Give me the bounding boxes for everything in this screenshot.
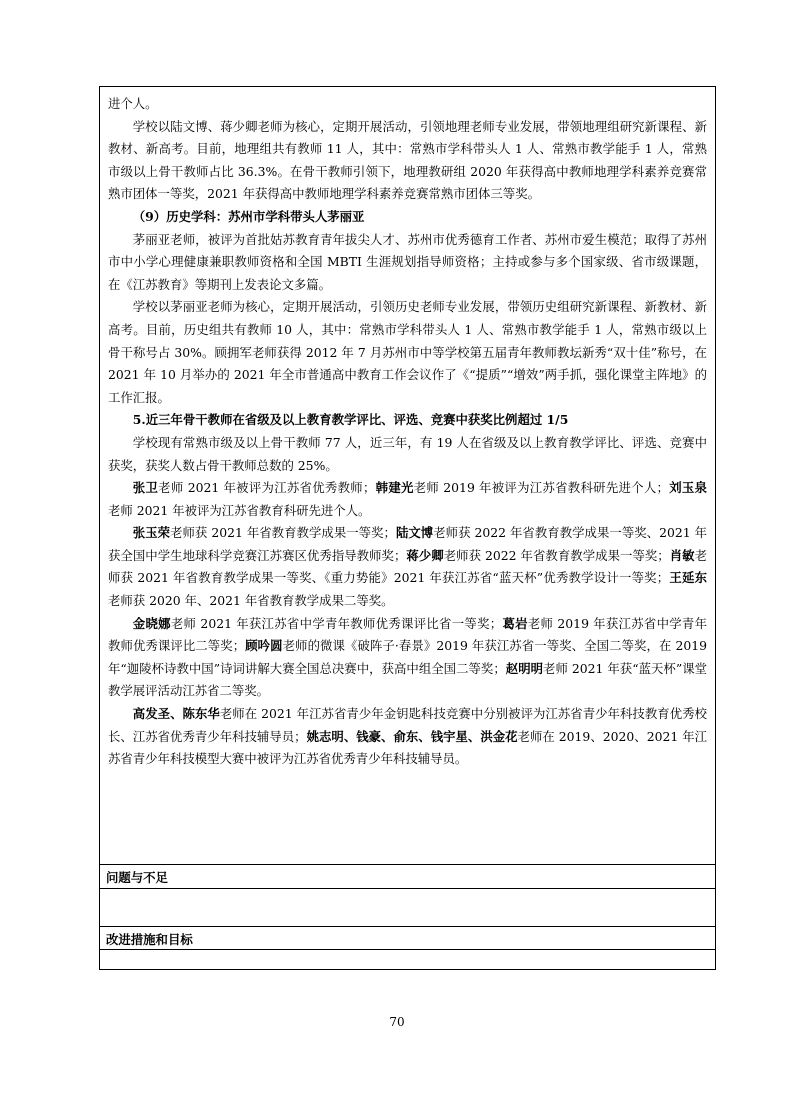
teacher-name: 赵明明 (505, 660, 544, 676)
heading-history: （9）历史学科：苏州市学科带头人茅丽亚 (132, 208, 365, 224)
paragraph-awards-honors: 张卫老师 2021 年被评为江苏省优秀教师；韩建光老师 2019 年被评为江苏省教科研先进个人；刘玉泉老师 2021 年被评为江苏省教育科研先进个人。 (108, 480, 707, 518)
teacher-name: 姚志明、钱豪、俞东、钱宇星、洪金花 (306, 728, 518, 744)
teacher-name: 金晓娜 (132, 615, 171, 631)
paragraph-awards-science: 高发圣、陈东华老师在 2021 年江苏省青少年金钥匙科技竞赛中分别被评为江苏省青少年科技教育优秀校长、江苏省优秀青少年科技辅导员；姚志明、钱豪、俞东、钱宇星、洪金花老师在 2019、2020、2021 年江苏省青少年科技模型大赛中被评为江苏省优秀青少年科技辅导员。 (108, 706, 708, 767)
problems-label: 问题与不足 (100, 865, 715, 889)
teacher-name: 高发圣、陈东华 (132, 706, 220, 722)
paragraph-history-group: 学校以茅丽亚老师为核心，定期开展活动，引领历史老师专业发展，带领历史组研究新课程、新教材、新高考。目前，历史组共有教师 10 人，其中：常熟市学科带头人 1 人、常熟市教学能手 1 人，常熟市级以上骨干称号占 30%。顾拥军老师获得 2012 年 7 月苏州市中等学校第五届青年教师教坛新秀“双十佳”称号，在 2021 年 10 月举办的 2021 年全市普通高中教育工作会议作了《“提质”“增效”两手抓，强化课堂主阵地》的工作汇报。 (108, 299, 707, 405)
paragraph-awards-summary: 学校现有常熟市级及以上骨干教师 77 人，近三年，有 19 人在省级及以上教育教学评比、评选、竞赛中获奖，获奖人数占骨干教师总数的 25%。 (108, 434, 707, 473)
teacher-name: 蒋少卿 (406, 547, 444, 563)
teacher-name: 张卫 (132, 480, 159, 496)
teacher-name: 陆文博 (395, 525, 434, 541)
teacher-name: 肖敏 (669, 547, 695, 563)
paragraph-geography: 学校以陆文博、蒋少卿老师为核心，定期开展活动，引领地理老师专业发展，带领地理组研究新课程、新教材、新高考。目前，地理组共有教师 11 人，其中：常熟市学科带头人 1 人、常熟市教学能手 1 人，常熟市级以上骨干教师占比 36.3%。在骨干教师引领下，地理教研组 2020 年获得高中教师地理学科素养竞赛常熟市团体一等奖，2021 年获得高中教师地理学科素养竞赛常熟市团体三等奖。 (108, 118, 707, 202)
teacher-name: 韩建光 (375, 480, 414, 496)
improvements-cell (100, 950, 715, 969)
content-cell (100, 87, 715, 865)
paragraph-mao-liya: 茅丽亚老师，被评为首批姑苏教育青年拔尖人才、苏州市优秀德育工作者、苏州市爱生模范；取得了苏州市中小学心理健康兼职教师资格和全国 MBTI 生涯规划指导师资格；主持或参与多个国家级、省市级课题，在《江苏教育》等期刊上发表论文多篇。 (108, 231, 707, 292)
paragraph-awards-achievements: 张玉荣老师获 2021 年省教育教学成果一等奖；陆文博老师获 2022 年省教育教学成果一等奖、2021 年获全国中学生地球科学竞赛江苏赛区优秀指导教师奖；蒋少卿老师获 2022 年省教育教学成果一等奖；肖敏老师获 2021 年省教育教学成果一等奖、《重力势能》2021 年获江苏省“蓝天杯”优秀教学设计一等奖；王延东老师获 2020 年、2021 年省教育教学成果二等奖。 (108, 525, 708, 609)
teacher-name: 顾吟圆 (245, 638, 283, 654)
paragraph-awards-lessons: 金晓娜老师 2021 年获江苏省中学青年教师优秀课评比省一等奖；葛岩老师 2019 年获江苏省中学青年教师优秀课评比二等奖；顾吟圆老师的微课《破阵子·春景》2019 年获江苏省一等奖、全国二等奖，在 2019 年“迦陵杯诗教中国”诗词讲解大赛全国总决赛中，获高中组全国二等奖；赵明明老师 2021 年获“蓝天杯”课堂教学展评活动江苏省二等奖。 (108, 615, 708, 699)
teacher-name: 王延东 (669, 570, 708, 586)
teacher-name: 张玉荣 (132, 525, 171, 541)
teacher-name: 刘玉泉 (668, 480, 707, 496)
report-table (99, 86, 716, 970)
heading-awards: 5.近三年骨干教师在省级及以上教育教学评比、评选、竞赛中获奖比例超过 1/5 (132, 412, 569, 428)
paragraph-continuation: 进个人。 (108, 96, 158, 111)
page-number: 70 (389, 1015, 405, 1029)
problems-cell (100, 889, 715, 927)
improvements-label: 改进措施和目标 (100, 927, 715, 950)
teacher-name: 葛岩 (502, 615, 528, 631)
